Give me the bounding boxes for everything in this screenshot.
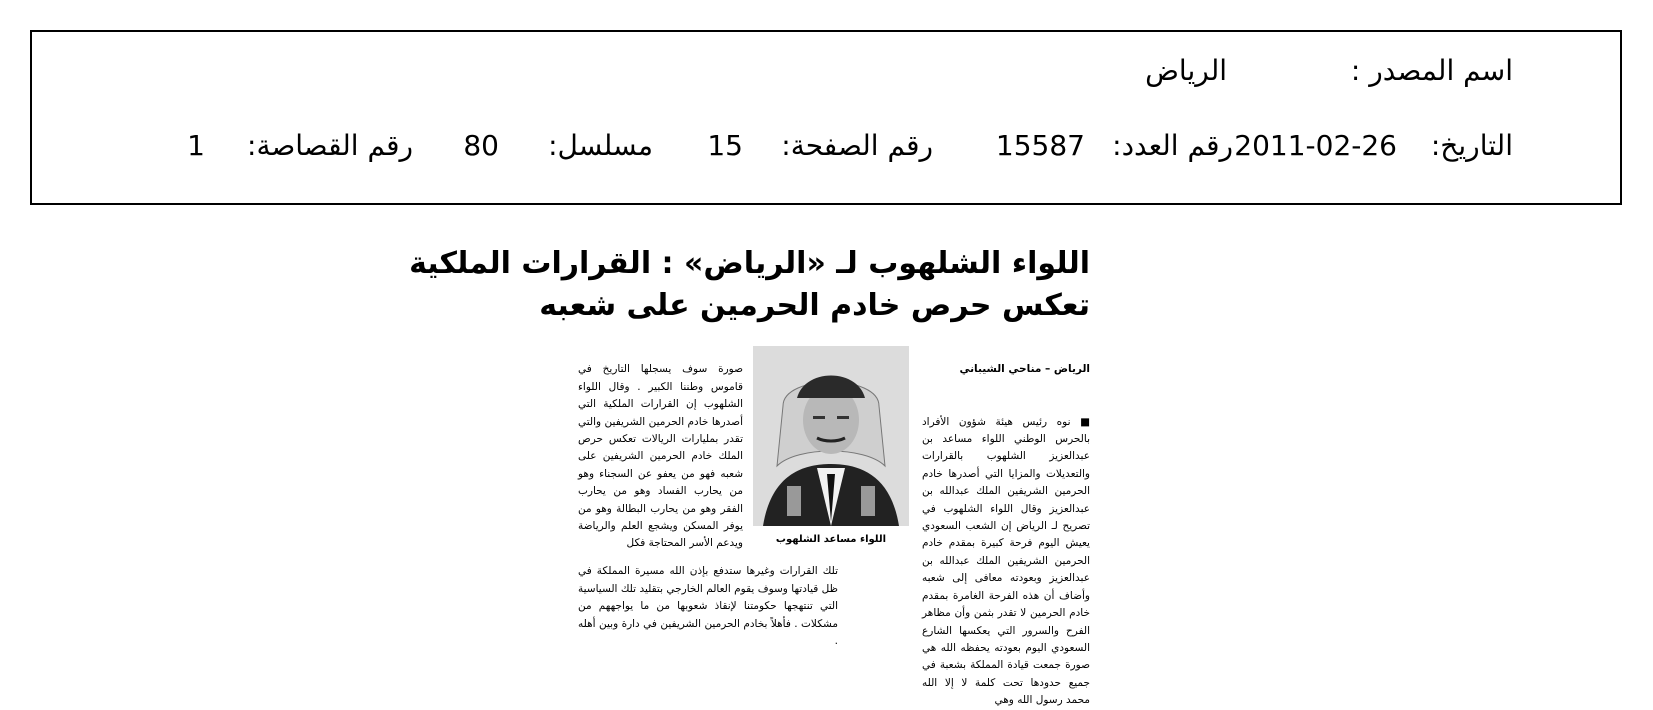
column-right-text: ■ نوه رئيس هيئة شؤون الأفراد بالحرس الوطني اللواء مساعد بن عبدالعزيز الشلهوب بالقرارات والتعديلات والمزايا التي أصدرها خادم الحرمين الشريفين الملك عبدالله بن عبدالعزيز وقال اللواء الشلهوب في تصريح لـ الرياض إن الشعب السعودي يعيش اليوم فرحة كبيرة بمقدم خادم الحرمين الشريفين الملك عبدالله بن عبدالعزيز وبعودته معافى إلى شعبه وأضاف أن هذه الفرحة الغامرة بمقدم خادم الحرمين لا تقدر بثمن وأن مظاهر الفرح والسرور التي يعكسها الشارع السعودي اليوم بعودته يحفظه الله هي صورة جمعت قيادة المملكة بشعبة في جميع حدودها تحت كلمة لا إلا الله محمد رسول الله وهي — [922, 415, 1090, 707]
page-value: 15 — [707, 129, 743, 162]
serial-value: 80 — [463, 129, 499, 162]
issue-label: رقم العدد: — [1112, 129, 1233, 162]
newspaper-clipping — [409, 238, 1090, 707]
article-column-bottom-left — [578, 546, 838, 676]
headline-line-2: تعكس حرص خادم الحرمين على شعبه — [539, 288, 1090, 323]
date-label: التاريخ: — [1430, 129, 1513, 162]
clip-label: رقم القصاصة: — [247, 129, 413, 162]
byline: الرياض – مناحي الشيباني — [959, 363, 1090, 376]
serial-label: مسلسل: — [548, 129, 653, 162]
date-value: 2011-02-26 — [1234, 129, 1397, 162]
headline-line-1: اللواء الشلهوب لـ «الرياض» : القرارات الملكية — [409, 246, 1090, 281]
photo-caption: اللواء مساعد الشلهوب — [775, 534, 887, 545]
page-label: رقم الصفحة: — [781, 129, 933, 162]
article-column-left — [578, 344, 743, 550]
article-column-right — [922, 344, 1090, 707]
portrait-icon — [753, 346, 909, 526]
source-label: اسم المصدر : — [1350, 54, 1513, 87]
portrait-photo — [753, 346, 909, 526]
issue-value: 15587 — [995, 129, 1085, 162]
column-left-text: صورة سوف يسجلها التاريخ في قاموس وطننا الكبير . وقال اللواء الشلهوب إن القرارات الملكية التي أصدرها خادم الحرمين الشريفين والتي تقدر بمليارات الريالات تعكس حرص الملك خادم الحرمين الشريفين على شعبه فهو من يعفو عن السجناء وهو من يحارب الفساد وهو من يحارب الفقر وهو من يحارب البطالة وهو من يوفر المسكن ويشجع العلم والرياضة ويدعم الأسر المحتاجة فكل — [578, 363, 743, 550]
source-value: الرياض — [1145, 54, 1227, 87]
column-bottom-left-text: تلك القرارات وغيرها ستدفع بإذن الله مسيرة المملكة في ظل قيادتها وسوف يقوم العالم الخارجي بتقليد تلك السياسية التي تنتهجها حكومتنا لإنقاذ شعوبها من ما يواجههم من مشكلات . فأهلاً بخادم الحرمين الشريفين في دارة وبين أهله . — [578, 565, 838, 648]
clip-value: 1 — [187, 129, 205, 162]
